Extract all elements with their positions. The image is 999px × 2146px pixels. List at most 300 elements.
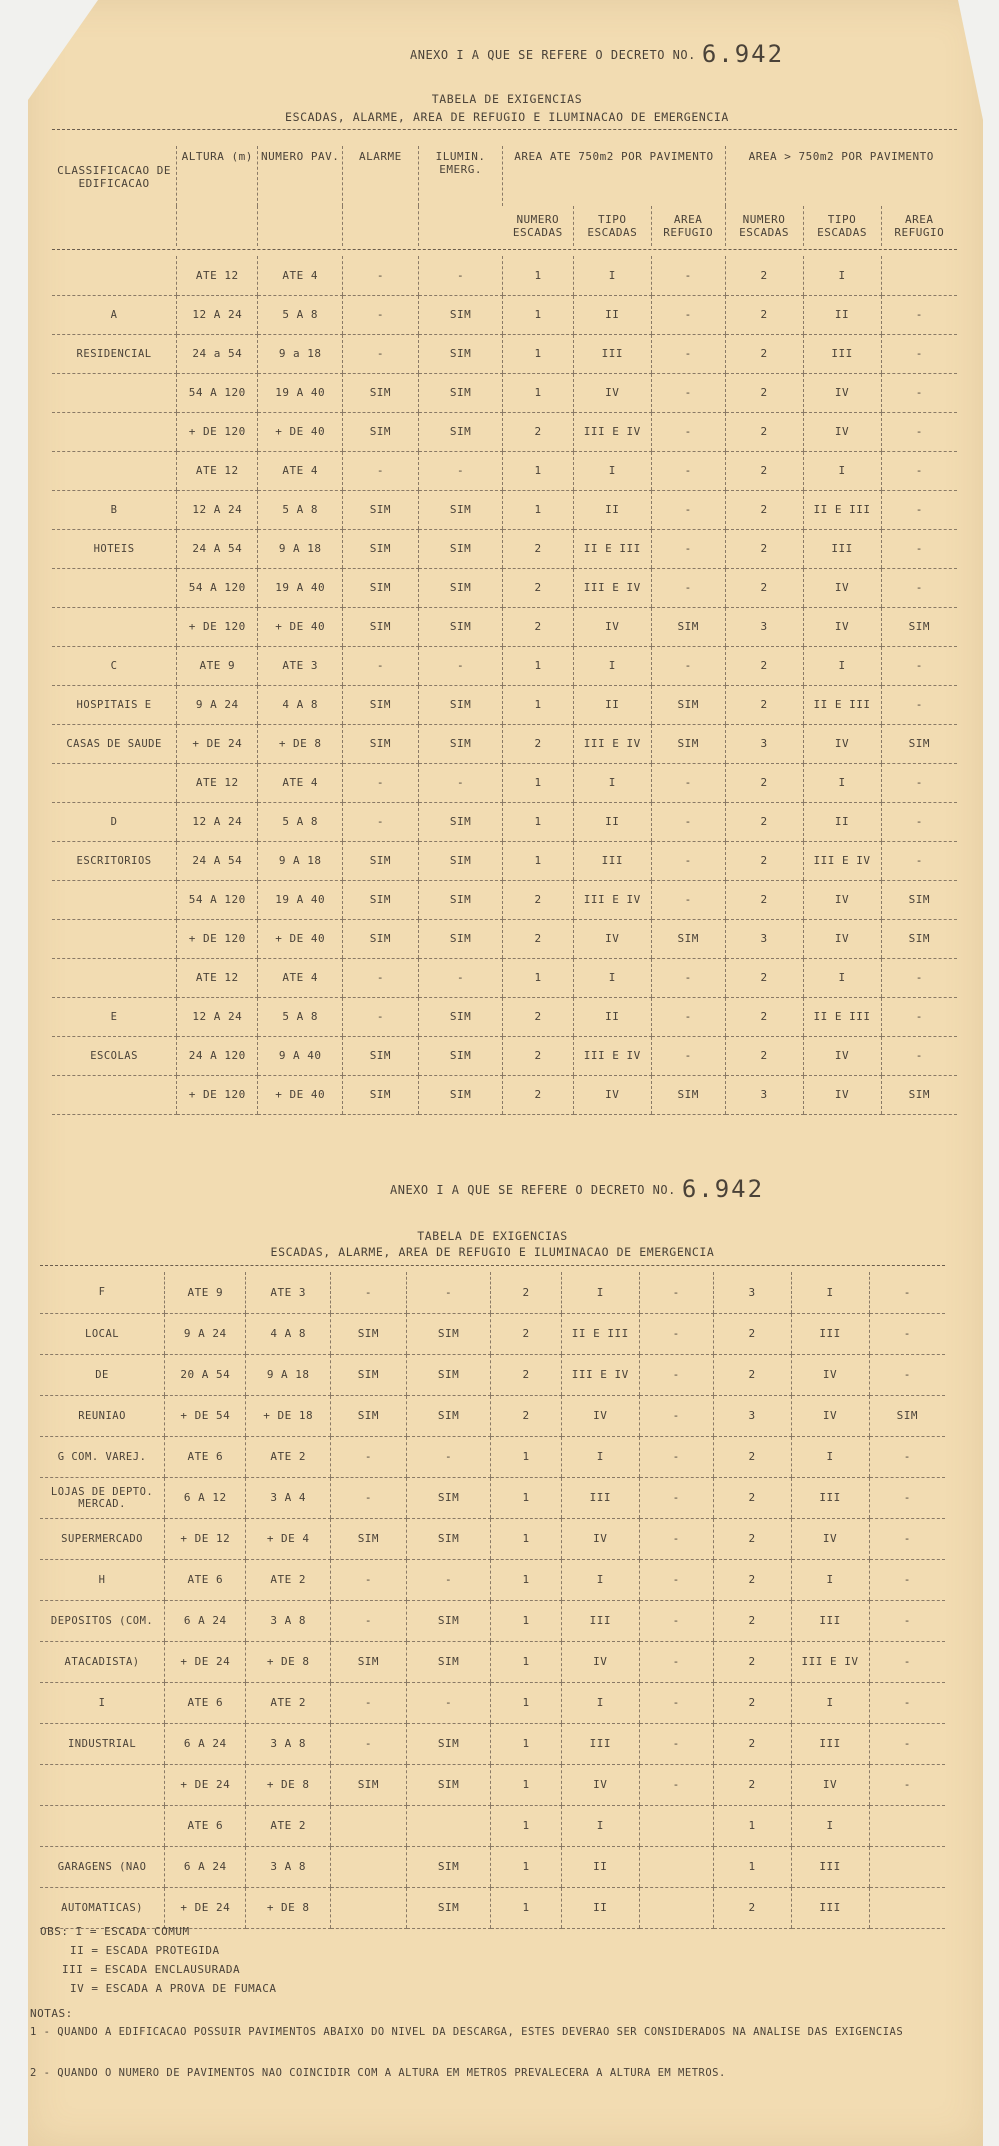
cell-tipo-escadas-gt: IV bbox=[803, 1075, 881, 1114]
cell-tipo-escadas-gt: III bbox=[803, 334, 881, 373]
table-row bbox=[40, 1559, 945, 1600]
header-numero-escadas-2: NUMERO ESCADAS bbox=[725, 206, 803, 246]
cell-area-refugio: - bbox=[639, 1477, 713, 1518]
cell-ilumin: SIM bbox=[406, 1354, 491, 1395]
cell-alarme: SIM bbox=[342, 1075, 418, 1114]
cell-classificacao: ESCOLAS bbox=[52, 1036, 177, 1075]
cell-tipo-escadas: III bbox=[561, 1600, 639, 1641]
cell-tipo-escadas-gt: I bbox=[791, 1805, 869, 1846]
cell-area-refugio-gt: - bbox=[869, 1518, 945, 1559]
cell-numero-escadas: 1 bbox=[491, 1764, 561, 1805]
cell-area-refugio-gt bbox=[869, 1887, 945, 1928]
cell-alarme: - bbox=[330, 1682, 406, 1723]
cell-numero-pav: + DE 4 bbox=[246, 1518, 331, 1559]
cell-alarme: SIM bbox=[342, 841, 418, 880]
decree-number-2: 6.942 bbox=[681, 1175, 765, 1203]
legend-item: II = ESCADA PROTEGIDA bbox=[70, 1944, 220, 1957]
cell-altura: + DE 120 bbox=[177, 607, 258, 646]
cell-alarme: - bbox=[342, 646, 418, 685]
cell-numero-escadas-gt: 2 bbox=[725, 841, 803, 880]
cell-alarme: SIM bbox=[342, 880, 418, 919]
cell-numero-escadas-gt: 2 bbox=[713, 1559, 791, 1600]
cell-area-refugio: - bbox=[639, 1354, 713, 1395]
cell-area-refugio: - bbox=[639, 1641, 713, 1682]
cell-classificacao: GARAGENS (NAO bbox=[40, 1846, 165, 1887]
cell-area-refugio-gt: SIM bbox=[881, 724, 957, 763]
cell-tipo-escadas-gt: I bbox=[803, 256, 881, 295]
cell-numero-escadas: 1 bbox=[503, 451, 573, 490]
cell-numero-escadas-gt: 2 bbox=[725, 373, 803, 412]
table-row bbox=[52, 607, 957, 646]
cell-tipo-escadas: I bbox=[561, 1682, 639, 1723]
cell-ilumin: SIM bbox=[418, 685, 503, 724]
cell-area-refugio-gt: - bbox=[881, 646, 957, 685]
cell-altura: 12 A 24 bbox=[177, 997, 258, 1036]
cell-alarme: - bbox=[330, 1600, 406, 1641]
cell-ilumin: - bbox=[418, 958, 503, 997]
cell-numero-pav: 3 A 8 bbox=[246, 1723, 331, 1764]
cell-numero-pav: ATE 3 bbox=[258, 646, 343, 685]
cell-ilumin: SIM bbox=[406, 1395, 491, 1436]
cell-tipo-escadas-gt: III E IV bbox=[791, 1641, 869, 1682]
cell-numero-escadas-gt: 2 bbox=[725, 958, 803, 997]
cell-numero-pav: 19 A 40 bbox=[258, 568, 343, 607]
cell-tipo-escadas: IV bbox=[573, 373, 651, 412]
cell-area-refugio: - bbox=[639, 1518, 713, 1559]
cell-alarme: - bbox=[342, 958, 418, 997]
cell-ilumin: SIM bbox=[418, 997, 503, 1036]
cell-classificacao: A bbox=[52, 295, 177, 334]
cell-altura: ATE 6 bbox=[165, 1436, 246, 1477]
table-row bbox=[52, 451, 957, 490]
table-row bbox=[40, 1477, 945, 1518]
cell-tipo-escadas: II bbox=[561, 1846, 639, 1887]
cell-altura: 54 A 120 bbox=[177, 568, 258, 607]
cell-classificacao bbox=[52, 373, 177, 412]
legend bbox=[40, 1922, 277, 1998]
cell-area-refugio: - bbox=[651, 880, 725, 919]
cell-classificacao: C bbox=[52, 646, 177, 685]
cell-tipo-escadas: II E III bbox=[561, 1313, 639, 1354]
cell-alarme: SIM bbox=[330, 1764, 406, 1805]
table-subtitle: ESCADAS, ALARME, AREA DE REFUGIO E ILUMINACAO DE EMERGENCIA bbox=[285, 110, 729, 124]
cell-numero-escadas-gt: 2 bbox=[725, 256, 803, 295]
cell-alarme: SIM bbox=[342, 568, 418, 607]
cell-numero-escadas: 1 bbox=[503, 958, 573, 997]
cell-area-refugio-gt: SIM bbox=[869, 1395, 945, 1436]
cell-area-refugio: - bbox=[651, 1036, 725, 1075]
cell-classificacao bbox=[52, 880, 177, 919]
cell-tipo-escadas-gt: I bbox=[791, 1272, 869, 1313]
cell-classificacao bbox=[52, 256, 177, 295]
cell-numero-escadas: 2 bbox=[503, 724, 573, 763]
cell-tipo-escadas-gt: III bbox=[803, 529, 881, 568]
cell-area-refugio: - bbox=[639, 1723, 713, 1764]
cell-classificacao: SUPERMERCADO bbox=[40, 1518, 165, 1559]
cell-numero-escadas: 1 bbox=[491, 1559, 561, 1600]
cell-numero-pav: + DE 8 bbox=[246, 1764, 331, 1805]
cell-alarme: SIM bbox=[342, 373, 418, 412]
cell-alarme: SIM bbox=[342, 529, 418, 568]
cell-area-refugio: - bbox=[651, 256, 725, 295]
cell-numero-pav: ATE 2 bbox=[246, 1559, 331, 1600]
cell-numero-escadas-gt: 2 bbox=[725, 529, 803, 568]
cell-altura: 12 A 24 bbox=[177, 490, 258, 529]
cell-numero-escadas-gt: 2 bbox=[713, 1764, 791, 1805]
cell-tipo-escadas: III E IV bbox=[573, 724, 651, 763]
cell-numero-pav: ATE 2 bbox=[246, 1682, 331, 1723]
cell-alarme: - bbox=[330, 1436, 406, 1477]
cell-tipo-escadas-gt: III bbox=[791, 1477, 869, 1518]
cell-area-refugio-gt: - bbox=[881, 334, 957, 373]
cell-altura: + DE 120 bbox=[177, 1075, 258, 1114]
cell-altura: 54 A 120 bbox=[177, 880, 258, 919]
cell-tipo-escadas: I bbox=[573, 451, 651, 490]
cell-numero-escadas: 1 bbox=[503, 685, 573, 724]
cell-numero-escadas-gt: 2 bbox=[713, 1518, 791, 1559]
cell-numero-escadas-gt: 2 bbox=[725, 880, 803, 919]
table-row bbox=[40, 1723, 945, 1764]
cell-alarme: SIM bbox=[342, 490, 418, 529]
table-row bbox=[52, 529, 957, 568]
cell-tipo-escadas-gt: III E IV bbox=[803, 841, 881, 880]
cell-alarme: - bbox=[330, 1477, 406, 1518]
cell-ilumin: SIM bbox=[418, 802, 503, 841]
cell-altura: 54 A 120 bbox=[177, 373, 258, 412]
cell-classificacao: RESIDENCIAL bbox=[52, 334, 177, 373]
cell-altura: + DE 120 bbox=[177, 919, 258, 958]
cell-area-refugio: - bbox=[651, 334, 725, 373]
cell-numero-pav: ATE 4 bbox=[258, 256, 343, 295]
cell-ilumin: SIM bbox=[418, 334, 503, 373]
cell-area-refugio: - bbox=[651, 451, 725, 490]
cell-tipo-escadas-gt: IV bbox=[803, 373, 881, 412]
cell-ilumin: - bbox=[406, 1272, 491, 1313]
cell-area-refugio: - bbox=[651, 802, 725, 841]
cell-area-refugio-gt: - bbox=[881, 373, 957, 412]
cell-area-refugio: - bbox=[639, 1313, 713, 1354]
cell-tipo-escadas: I bbox=[573, 646, 651, 685]
cell-numero-escadas: 2 bbox=[503, 997, 573, 1036]
cell-classificacao bbox=[52, 919, 177, 958]
cell-altura: + DE 12 bbox=[165, 1518, 246, 1559]
table-row bbox=[52, 1036, 957, 1075]
cell-ilumin bbox=[406, 1805, 491, 1846]
cell-numero-escadas: 2 bbox=[503, 529, 573, 568]
cell-tipo-escadas: IV bbox=[561, 1518, 639, 1559]
cell-area-refugio-gt: - bbox=[869, 1477, 945, 1518]
cell-classificacao: HOSPITAIS E bbox=[52, 685, 177, 724]
cell-tipo-escadas: IV bbox=[561, 1641, 639, 1682]
cell-numero-escadas-gt: 2 bbox=[725, 802, 803, 841]
cell-classificacao bbox=[52, 412, 177, 451]
cell-tipo-escadas: III bbox=[561, 1477, 639, 1518]
cell-area-refugio: - bbox=[639, 1764, 713, 1805]
table-subtitle-2: ESCADAS, ALARME, AREA DE REFUGIO E ILUMINACAO DE EMERGENCIA bbox=[270, 1245, 715, 1259]
cell-tipo-escadas: IV bbox=[573, 607, 651, 646]
cell-alarme bbox=[330, 1887, 406, 1928]
cell-numero-escadas-gt: 2 bbox=[725, 451, 803, 490]
cell-alarme: SIM bbox=[330, 1354, 406, 1395]
cell-tipo-escadas: I bbox=[573, 958, 651, 997]
cell-area-refugio-gt: - bbox=[869, 1354, 945, 1395]
cell-numero-escadas-gt: 3 bbox=[725, 919, 803, 958]
cell-ilumin: SIM bbox=[406, 1518, 491, 1559]
cell-area-refugio: - bbox=[651, 295, 725, 334]
cell-numero-pav: 5 A 8 bbox=[258, 997, 343, 1036]
cell-numero-escadas-gt: 2 bbox=[725, 490, 803, 529]
table-row bbox=[40, 1395, 945, 1436]
cell-classificacao bbox=[52, 607, 177, 646]
table-row bbox=[40, 1764, 945, 1805]
table-row bbox=[40, 1846, 945, 1887]
cell-numero-escadas: 2 bbox=[503, 919, 573, 958]
cell-tipo-escadas-gt: I bbox=[803, 646, 881, 685]
table-row bbox=[52, 724, 957, 763]
cell-alarme: - bbox=[342, 256, 418, 295]
cell-numero-escadas-gt: 2 bbox=[725, 1036, 803, 1075]
cell-altura: ATE 6 bbox=[165, 1805, 246, 1846]
table-row bbox=[52, 568, 957, 607]
table-row bbox=[52, 958, 957, 997]
cell-tipo-escadas: III E IV bbox=[573, 1036, 651, 1075]
cell-ilumin: SIM bbox=[406, 1600, 491, 1641]
cell-numero-escadas-gt: 2 bbox=[725, 997, 803, 1036]
cell-ilumin: SIM bbox=[406, 1846, 491, 1887]
cell-altura: 12 A 24 bbox=[177, 802, 258, 841]
cell-area-refugio-gt: SIM bbox=[881, 880, 957, 919]
header-ilumin: ILUMIN. EMERG. bbox=[418, 146, 503, 246]
cell-numero-escadas: 1 bbox=[491, 1477, 561, 1518]
cell-tipo-escadas-gt: IV bbox=[803, 724, 881, 763]
cell-altura: 24 A 120 bbox=[177, 1036, 258, 1075]
cell-numero-pav: + DE 8 bbox=[246, 1887, 331, 1928]
cell-area-refugio-gt: - bbox=[869, 1764, 945, 1805]
cell-tipo-escadas-gt: II E III bbox=[803, 685, 881, 724]
cell-numero-escadas: 2 bbox=[491, 1395, 561, 1436]
cell-classificacao: H bbox=[40, 1559, 165, 1600]
legend-item: III = ESCADA ENCLAUSURADA bbox=[62, 1963, 241, 1976]
cell-tipo-escadas-gt: IV bbox=[803, 607, 881, 646]
cell-tipo-escadas-gt: III bbox=[791, 1313, 869, 1354]
exigencias-table-1 bbox=[52, 256, 957, 1115]
cell-alarme: - bbox=[342, 763, 418, 802]
cell-altura: ATE 6 bbox=[165, 1682, 246, 1723]
cell-numero-escadas: 2 bbox=[503, 412, 573, 451]
decree-prefix: ANEXO I A QUE SE REFERE O DECRETO NO. bbox=[410, 48, 696, 62]
cell-numero-escadas-gt: 2 bbox=[713, 1600, 791, 1641]
cell-numero-escadas: 1 bbox=[503, 490, 573, 529]
cell-ilumin: SIM bbox=[406, 1764, 491, 1805]
cell-classificacao: ESCRITORIOS bbox=[52, 841, 177, 880]
cell-tipo-escadas-gt: IV bbox=[791, 1395, 869, 1436]
legend-item: IV = ESCADA A PROVA DE FUMACA bbox=[70, 1982, 277, 1995]
cell-alarme: - bbox=[330, 1559, 406, 1600]
decree-number: 6.942 bbox=[701, 40, 785, 68]
cell-area-refugio-gt: - bbox=[881, 490, 957, 529]
cell-ilumin: - bbox=[418, 646, 503, 685]
table-header bbox=[52, 146, 957, 246]
legend-item: OBS: I = ESCADA COMUM bbox=[40, 1925, 190, 1938]
cell-tipo-escadas-gt: III bbox=[791, 1600, 869, 1641]
header-bottom-rule bbox=[52, 249, 957, 250]
cell-numero-pav: 9 A 18 bbox=[258, 841, 343, 880]
cell-tipo-escadas-gt: IV bbox=[803, 880, 881, 919]
cell-numero-escadas: 1 bbox=[491, 1846, 561, 1887]
cell-classificacao: LOJAS DE DEPTO. MERCAD. bbox=[40, 1477, 165, 1518]
table-row bbox=[40, 1354, 945, 1395]
cell-numero-escadas-gt: 2 bbox=[713, 1477, 791, 1518]
cell-numero-pav: 19 A 40 bbox=[258, 373, 343, 412]
cell-numero-escadas: 2 bbox=[503, 1036, 573, 1075]
cell-area-refugio: SIM bbox=[651, 607, 725, 646]
header-area-refugio-2: AREA REFUGIO bbox=[881, 206, 957, 246]
cell-altura: + DE 24 bbox=[165, 1764, 246, 1805]
cell-classificacao bbox=[40, 1805, 165, 1846]
cell-numero-escadas: 1 bbox=[503, 763, 573, 802]
cell-area-refugio-gt: - bbox=[881, 529, 957, 568]
cell-area-refugio: SIM bbox=[651, 724, 725, 763]
cell-area-refugio: - bbox=[651, 763, 725, 802]
cell-tipo-escadas-gt: IV bbox=[791, 1764, 869, 1805]
cell-area-refugio: SIM bbox=[651, 685, 725, 724]
cell-numero-pav: ATE 2 bbox=[246, 1805, 331, 1846]
cell-numero-pav: + DE 40 bbox=[258, 1075, 343, 1114]
cell-area-refugio-gt bbox=[881, 256, 957, 295]
cell-tipo-escadas: IV bbox=[573, 1075, 651, 1114]
cell-ilumin: - bbox=[418, 763, 503, 802]
cell-area-refugio: - bbox=[639, 1559, 713, 1600]
cell-numero-pav: 4 A 8 bbox=[246, 1313, 331, 1354]
cell-numero-escadas-gt: 3 bbox=[725, 724, 803, 763]
cell-numero-escadas: 1 bbox=[491, 1641, 561, 1682]
cell-area-refugio: - bbox=[651, 997, 725, 1036]
table-title: TABELA DE EXIGENCIAS bbox=[431, 92, 583, 106]
cell-ilumin: - bbox=[418, 451, 503, 490]
cell-numero-escadas: 1 bbox=[491, 1436, 561, 1477]
header-altura: ALTURA (m) bbox=[177, 146, 258, 246]
cell-ilumin: SIM bbox=[418, 607, 503, 646]
cell-classificacao: I bbox=[40, 1682, 165, 1723]
cell-area-refugio: - bbox=[639, 1436, 713, 1477]
cell-numero-escadas: 1 bbox=[491, 1887, 561, 1928]
cell-tipo-escadas-gt: II bbox=[803, 295, 881, 334]
cell-numero-escadas: 1 bbox=[503, 334, 573, 373]
cell-altura: + DE 54 bbox=[165, 1395, 246, 1436]
notes-title: NOTAS: bbox=[30, 2007, 73, 2020]
cell-classificacao: LOCAL bbox=[40, 1313, 165, 1354]
table-row bbox=[52, 490, 957, 529]
cell-classificacao: F bbox=[40, 1272, 165, 1313]
cell-numero-pav: 5 A 8 bbox=[258, 295, 343, 334]
cell-tipo-escadas: I bbox=[561, 1805, 639, 1846]
cell-numero-escadas: 2 bbox=[491, 1272, 561, 1313]
cell-area-refugio-gt: - bbox=[869, 1641, 945, 1682]
cell-alarme: SIM bbox=[342, 724, 418, 763]
cell-classificacao bbox=[52, 568, 177, 607]
cell-numero-escadas-gt: 2 bbox=[713, 1354, 791, 1395]
cell-alarme: - bbox=[342, 997, 418, 1036]
cell-alarme: SIM bbox=[342, 919, 418, 958]
cell-tipo-escadas-gt: IV bbox=[803, 1036, 881, 1075]
cell-area-refugio-gt: SIM bbox=[881, 1075, 957, 1114]
cell-numero-pav: ATE 3 bbox=[246, 1272, 331, 1313]
cell-ilumin: SIM bbox=[406, 1477, 491, 1518]
cell-alarme: SIM bbox=[330, 1518, 406, 1559]
cell-tipo-escadas-gt: IV bbox=[791, 1354, 869, 1395]
cell-alarme: SIM bbox=[330, 1641, 406, 1682]
cell-ilumin: SIM bbox=[406, 1723, 491, 1764]
cell-tipo-escadas: III E IV bbox=[573, 568, 651, 607]
cell-altura: 6 A 24 bbox=[165, 1600, 246, 1641]
cell-numero-escadas-gt: 2 bbox=[713, 1436, 791, 1477]
notes bbox=[30, 2004, 975, 2105]
cell-area-refugio-gt: - bbox=[881, 412, 957, 451]
cell-numero-escadas-gt: 2 bbox=[713, 1887, 791, 1928]
cell-area-refugio: - bbox=[651, 646, 725, 685]
cell-area-refugio-gt: - bbox=[881, 451, 957, 490]
cell-ilumin: SIM bbox=[418, 724, 503, 763]
cell-area-refugio-gt: - bbox=[881, 763, 957, 802]
cell-tipo-escadas: III bbox=[573, 334, 651, 373]
cell-numero-pav: ATE 4 bbox=[258, 958, 343, 997]
cell-tipo-escadas: I bbox=[561, 1436, 639, 1477]
cell-area-refugio-gt: - bbox=[881, 568, 957, 607]
cell-numero-pav: ATE 2 bbox=[246, 1436, 331, 1477]
cell-tipo-escadas: II E III bbox=[573, 529, 651, 568]
cell-tipo-escadas: IV bbox=[561, 1764, 639, 1805]
cell-area-refugio: SIM bbox=[651, 919, 725, 958]
cell-numero-escadas-gt: 2 bbox=[713, 1723, 791, 1764]
cell-numero-pav: 9 A 18 bbox=[246, 1354, 331, 1395]
cell-numero-escadas-gt: 3 bbox=[725, 607, 803, 646]
cell-tipo-escadas-gt: I bbox=[803, 451, 881, 490]
table-row bbox=[40, 1805, 945, 1846]
cell-tipo-escadas-gt: IV bbox=[803, 568, 881, 607]
cell-altura: 12 A 24 bbox=[177, 295, 258, 334]
table-row bbox=[52, 880, 957, 919]
cell-altura: ATE 12 bbox=[177, 958, 258, 997]
cell-numero-pav: 5 A 8 bbox=[258, 802, 343, 841]
cell-area-refugio-gt: - bbox=[881, 841, 957, 880]
cell-area-refugio-gt: - bbox=[881, 295, 957, 334]
cell-altura: 9 A 24 bbox=[165, 1313, 246, 1354]
cell-altura: ATE 9 bbox=[177, 646, 258, 685]
cell-numero-escadas-gt: 2 bbox=[725, 295, 803, 334]
cell-altura: 6 A 12 bbox=[165, 1477, 246, 1518]
cell-altura: 9 A 24 bbox=[177, 685, 258, 724]
cell-numero-escadas-gt: 3 bbox=[713, 1272, 791, 1313]
cell-numero-escadas: 1 bbox=[503, 256, 573, 295]
cell-tipo-escadas: I bbox=[573, 256, 651, 295]
cell-tipo-escadas-gt: II E III bbox=[803, 997, 881, 1036]
cell-alarme: - bbox=[342, 451, 418, 490]
cell-altura: 24 A 54 bbox=[177, 529, 258, 568]
cell-area-refugio-gt: - bbox=[869, 1682, 945, 1723]
table-row bbox=[40, 1272, 945, 1313]
cell-ilumin: SIM bbox=[418, 490, 503, 529]
cell-area-refugio-gt: - bbox=[869, 1559, 945, 1600]
cell-classificacao: D bbox=[52, 802, 177, 841]
cell-altura: + DE 120 bbox=[177, 412, 258, 451]
cell-altura: 20 A 54 bbox=[165, 1354, 246, 1395]
table-row bbox=[52, 841, 957, 880]
cell-tipo-escadas-gt: III bbox=[791, 1846, 869, 1887]
cell-classificacao bbox=[52, 958, 177, 997]
cell-tipo-escadas: I bbox=[573, 763, 651, 802]
cell-classificacao bbox=[52, 763, 177, 802]
table-row bbox=[52, 763, 957, 802]
